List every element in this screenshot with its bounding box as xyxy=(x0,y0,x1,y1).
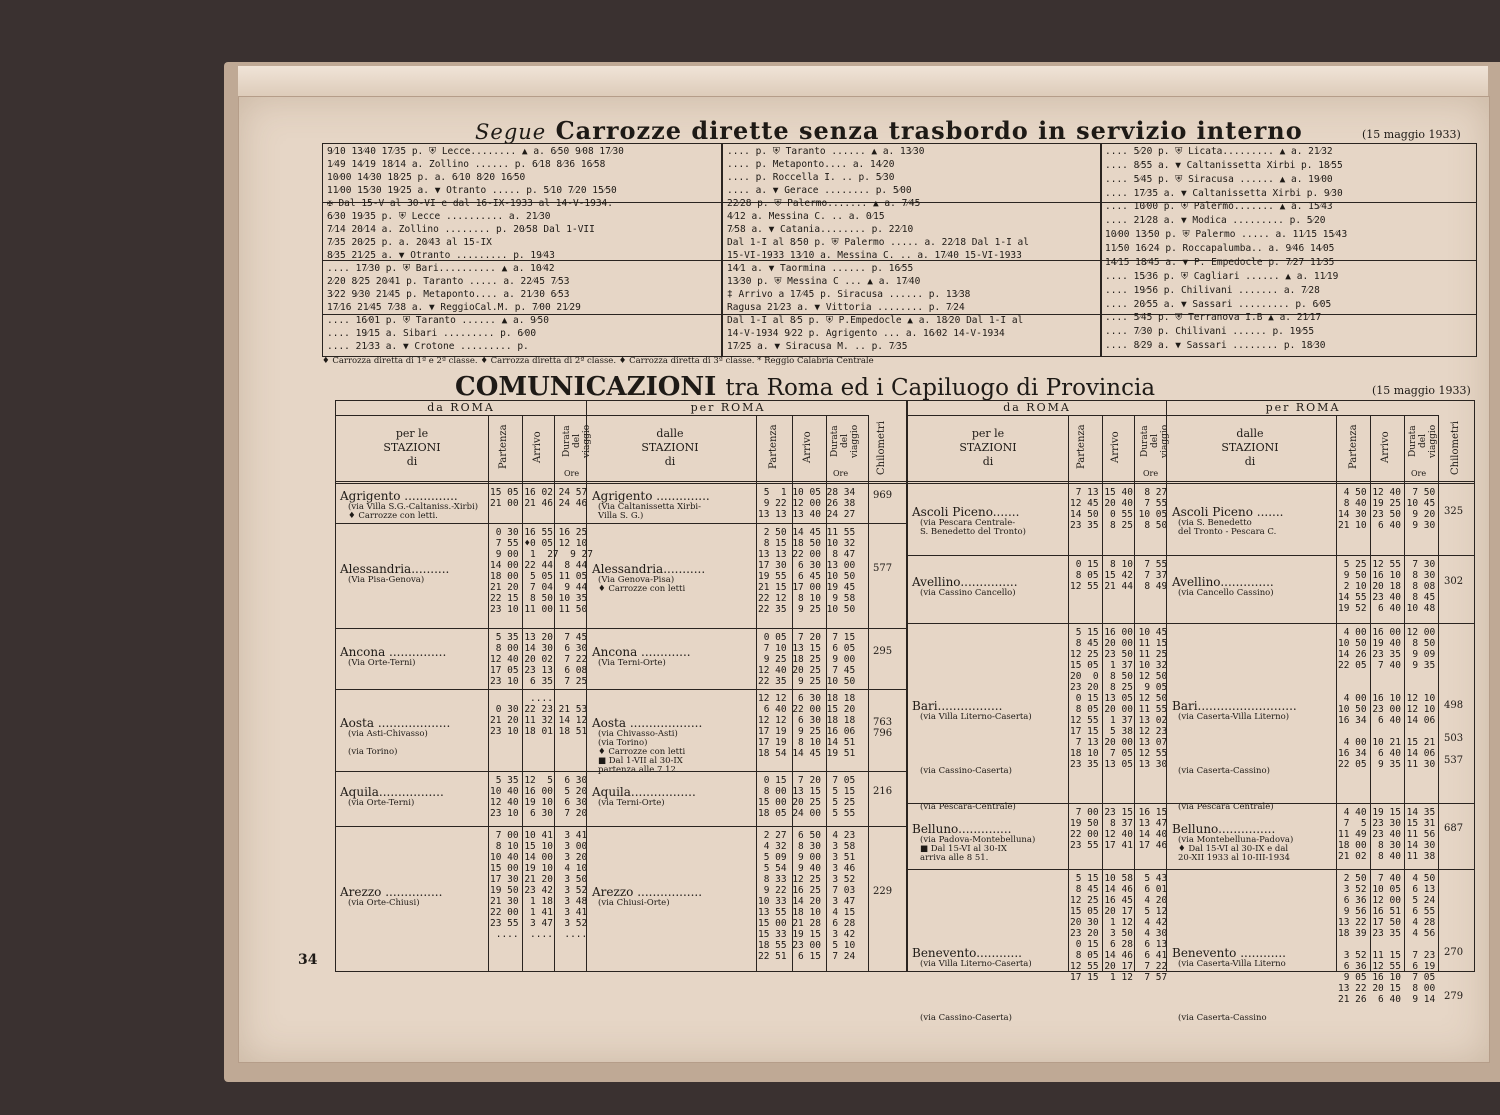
station-row xyxy=(336,483,906,524)
station-name: Bari................. xyxy=(912,699,1003,713)
station-name: Aquila................. xyxy=(340,784,444,799)
return-station-name: Alessandria........... xyxy=(592,561,706,576)
timetable-line: .... 17⁄30 p. ⛨ Bari.......... ▲ a. 10⁄42 xyxy=(327,263,555,274)
timetable-line: .... p. Roccella I. .. p. 5⁄30 xyxy=(727,172,895,183)
return-station-name: Aosta ................... xyxy=(592,716,703,730)
timetable-line: .... 10⁄00 p. ⛨ Palermo....... ▲ a. 15⁄43 xyxy=(1105,201,1333,213)
ore-label: Ore xyxy=(564,469,580,478)
departure-times: 5 35 12 5 6 30 10 40 16 00 5 20 12 40 19 10 6 30 23 10 6 30 7 20 xyxy=(490,775,588,819)
ore-label-4: Ore xyxy=(1411,469,1427,478)
departure-times: 5 15 10 58 5 43 8 45 14 46 6 01 12 25 16 45 4 20 15 05 20 17 5 12 20 30 1 12 4 42 23 20 3 50 4 30 0 15 6 28 6 13 8 05 14 46 6 41 12 55 20 17 7 22 17 15 1 12 7 57 xyxy=(1070,873,1168,983)
timetable-line: .... 5⁄45 p. ⛨ Siracusa ...... ▲ a. 19⁄00 xyxy=(1105,173,1333,185)
station-row xyxy=(908,555,1474,624)
durata-label-3: Durata del viaggio xyxy=(1140,424,1170,458)
page-edge-strip xyxy=(238,66,1488,99)
timetable-line: 17⁄25 a. ▼ Siracusa M. .. p. 7⁄35 xyxy=(727,341,908,352)
return-times: 4 40 19 15 14 35 7 5 23 30 15 31 11 49 23 40 11 56 18 00 8 30 14 30 21 02 8 40 11 38 xyxy=(1338,807,1436,862)
column-3-lines xyxy=(1105,146,1473,354)
page-title: Segue Carrozze dirette senza trasbordo in servizio interno xyxy=(475,116,1303,145)
station-name: Aosta ................... xyxy=(340,716,451,730)
partenza-label-3: Partenza xyxy=(1076,424,1087,470)
timetable-line: 17⁄16 21⁄45 7⁄38 a. ▼ ReggioCal.M. p. 7⁄00 21⁄29 xyxy=(327,302,581,313)
return-times: 0 15 7 20 7 05 8 00 13 15 5 15 15 00 20 25 5 25 18 05 24 00 5 55 xyxy=(758,775,856,819)
timetable-line: 8⁄35 21⁄25 a. ▼ Otranto ......... p. 19⁄43 xyxy=(327,250,555,261)
timetable-line: 11⁄00 15⁄30 19⁄25 a. ▼ Otranto ..... p. 5⁄10 7⁄20 15⁄50 xyxy=(327,185,617,196)
distance-km: 216 xyxy=(873,785,893,797)
return-times: 2 50 14 45 11 55 8 15 18 50 10 32 13 13 22 00 8 47 17 30 6 30 13 00 19 55 6 45 10 50 21 15 17 00 19 45 22 12 8 10 9 58 22 35 9 25 10 50 xyxy=(758,527,856,615)
partenza-label: Partenza xyxy=(498,424,509,470)
timetable-line: .... 16⁄01 p. ⛨ Taranto ...... ▲ a. 9⁄50 xyxy=(327,315,549,326)
return-route-note: (via Cancello Cassino) xyxy=(1178,588,1274,598)
distance-km: 229 xyxy=(873,885,893,897)
station-row xyxy=(336,689,906,775)
timetable-line: 7⁄35 20⁄25 p. a. 20⁄43 al 15-IX xyxy=(327,237,492,248)
timetable-line: .... 8⁄55 a. ▼ Caltanissetta Xirbi p. 18⁄55 xyxy=(1105,159,1343,171)
column-headers-right xyxy=(908,415,1474,482)
route-note: (Via Pisa-Genova) xyxy=(348,574,425,585)
timetable-line: 7⁄14 20⁄14 a. Zollino ........ p. 20⁄58 Dal 1-VII xyxy=(327,224,595,235)
timetable-line: .... 19⁄15 a. Sibari ......... p. 6⁄00 xyxy=(327,328,537,339)
per-roma-header: per ROMA xyxy=(586,401,869,416)
departure-times: 5 15 16 00 10 45 8 45 20 00 11 15 12 25 23 50 11 25 15 05 1 37 10 32 20 0 8 50 12 50 23 20 8 25 9 05 0 15 13 05 12 50 8 05 20 00 11 55 12 55 1 37 13 02 17 15 5 38 12 23 7 13 20 00 13 07 18 10 7 05 12 55 23 35 13 05 13 30 xyxy=(1070,627,1168,770)
return-route-note: (Via Terni-Orte) xyxy=(598,657,666,668)
departure-times: 7 00 23 15 16 15 19 50 8 37 13 47 22 00 12 40 14 40 23 55 17 41 17 46 xyxy=(1070,807,1168,851)
timetable-line: .... 21⁄33 a. ▼ Crotone ......... p. xyxy=(327,341,529,352)
return-route-note: (Via Genova-Pisa) ♦ Carrozze con letti xyxy=(598,574,686,594)
timetable-line: .... 5⁄20 p. ⛨ Licata......... ▲ a. 21⁄32 xyxy=(1105,146,1333,157)
route-note: (via Pescara Centrale- S. Benedetto del Tronto) xyxy=(920,518,1026,537)
return-times: 0 05 7 20 7 15 7 10 13 15 6 05 9 25 18 25 9 00 12 40 20 25 7 45 22 35 9 25 10 50 xyxy=(758,632,856,687)
timetable-line: .... 5⁄45 p. ⛨ Terranova I.B ▲ a. 21⁄17 xyxy=(1105,312,1322,324)
timetable-line: 6⁄30 19⁄35 p. ⛨ Lecce .......... a. 21⁄30 xyxy=(327,211,551,222)
timetable-line: .... 20⁄55 a. ▼ Sassari ......... p. 6⁄05 xyxy=(1105,298,1332,310)
return-station-name: Aquila................. xyxy=(592,784,696,799)
return-times: 5 1 10 05 28 34 9 22 12 00 26 38 13 13 13 40 24 27 xyxy=(758,487,856,520)
stations-label: per le STAZIONI di xyxy=(383,427,441,468)
return-station-name: Ascoli Piceno ....... xyxy=(1172,505,1284,519)
departure-times: 0 30 16 55 16 25 7 55 ♦0 05 12 10 9 00 1 27 9 27 14 00 22 44 8 44 18 00 5 05 11 05 21 20 7 04 9 44 22 15 8 50 10 35 23 10 11 00 11 50 xyxy=(490,527,593,615)
return-times: 5 25 12 55 7 30 9 50 16 10 8 30 2 10 20 18 8 08 14 55 23 40 8 45 19 52 6 40 10 48 xyxy=(1338,559,1436,614)
departure-times: 15 05 16 02 24 57 21 00 21 46 24 46 xyxy=(490,487,588,509)
return-route-note: (via Chivasso-Asti) (via Torino) ♦ Carrozze con letti ■ Dal 1-VII al 30-IX partenza alle 7 12. xyxy=(598,729,686,775)
station-name: Alessandria.......... xyxy=(340,561,450,576)
durata-label: Durata del viaggio xyxy=(562,424,592,458)
departure-times: 7 13 15 40 8 27 12 45 20 40 7 55 14 50 0 55 10 05 23 35 8 25 8 50 xyxy=(1070,487,1168,531)
return-station-name: Benevento ............ xyxy=(1172,946,1286,960)
route-note: (via Villa Literno-Caserta) (via Cassino-Caserta) (via Pescara-Centrale) xyxy=(920,712,1032,812)
ore-label-2: Ore xyxy=(833,469,849,478)
station-name: Ascoli Piceno....... xyxy=(912,505,1020,519)
km-label: Chilometri xyxy=(876,421,887,475)
timetable-line: 10⁄00 13⁄50 p. ⛨ Palermo ..... a. 11⁄15 15⁄43 xyxy=(1105,229,1348,241)
route-note: (via Villa Literno-Caserta) (via Cassino-Caserta) xyxy=(920,959,1032,1023)
timetable-line: 7⁄58 a. ▼ Catania........ p. 22⁄10 xyxy=(727,224,914,235)
da-roma-header: da ROMA xyxy=(336,401,586,416)
distance-km: 498 503 537 xyxy=(1444,700,1464,766)
column-headers xyxy=(336,415,906,482)
route-note: (via Cassino Cancello) xyxy=(920,588,1016,598)
timetable-line: .... 7⁄30 p. Chilivani ...... p. 19⁄55 xyxy=(1105,326,1315,338)
right-half xyxy=(908,401,1474,1023)
timetable-line: Dal 1-I al 8⁄5 p. ⛨ P.Empedocle ▲ a. 18⁄20 Dal 1-I al xyxy=(727,315,1024,326)
timetable-line: 9⁄10 13⁄40 17⁄35 p. ⛨ Lecce........ ▲ a. 6⁄50 9⁄08 17⁄30 xyxy=(327,146,624,157)
da-roma-header-right: da ROMA xyxy=(908,401,1166,416)
return-route-note: (via Caserta-Villa Literno) (via Caserta-Cassino) (via Pescara Centrale) xyxy=(1178,712,1290,812)
station-name: Ancona ............... xyxy=(340,644,447,659)
route-note: (via Orte-Terni) xyxy=(348,797,415,808)
partenza-label-4: Partenza xyxy=(1348,424,1359,470)
column-1-lines xyxy=(327,146,719,354)
return-times: 12 12 6 30 18 18 6 40 22 00 15 20 12 12 6 30 18 18 17 19 9 25 16 06 17 19 8 10 14 51 18 54 14 45 19 51 xyxy=(758,693,856,759)
distance-km: 270 279 xyxy=(1444,947,1464,1002)
departure-times: 7 00 10 41 3 41 8 10 15 10 3 00 10 40 14 00 3 20 15 00 19 10 4 10 17 30 21 20 3 50 19 50 23 42 3 52 21 30 1 18 3 48 22 00 1 41 3 41 23 55 3 47 3 52 .... .... .... xyxy=(490,830,588,940)
distance-km: 763 796 xyxy=(873,717,893,739)
distance-km: 295 xyxy=(873,645,893,657)
station-name: Benevento............ xyxy=(912,946,1022,960)
timetable-line: 13⁄30 p. ⛨ Messina C ... ▲ a. 17⁄40 xyxy=(727,276,921,287)
departure-times: 0 15 8 10 7 55 8 05 15 42 7 37 12 55 21 44 8 49 xyxy=(1070,559,1168,592)
distance-km: 577 xyxy=(873,562,893,574)
station-row xyxy=(336,826,906,972)
stations-label-2: dalle STAZIONI di xyxy=(641,427,699,468)
timetable-line: .... p. Metaponto.... a. 14⁄20 xyxy=(727,159,895,170)
timetable-line: .... a. ▼ Gerace ........ p. 5⁄00 xyxy=(727,185,912,196)
timetable-line: 3⁄22 9⁄30 21⁄45 p. Metaponto.... a. 21⁄30 6⁄53 xyxy=(327,289,570,300)
distance-km: 687 xyxy=(1444,823,1464,834)
station-name: Arezzo ............... xyxy=(340,884,443,899)
ore-label-3: Ore xyxy=(1143,469,1159,478)
return-station-name: Belluno............... xyxy=(1172,822,1276,836)
timetable-line: .... 21⁄28 a. ▼ Modica ......... p. 5⁄20 xyxy=(1105,215,1326,227)
timetable-line: 14-V-1934 9⁄22 p. Agrigento ... a. 16⁄02 14-V-1934 xyxy=(727,328,1005,339)
km-label-2: Chilometri xyxy=(1450,421,1461,475)
timetable-line: 1⁄49 14⁄19 18⁄14 a. Zollino ...... p. 6⁄18 8⁄36 16⁄58 xyxy=(327,159,606,170)
departure-times: .... 0 30 22 23 21 53 21 20 11 32 14 12 23 10 18 01 18 51 xyxy=(490,693,588,737)
route-note: (via Padova-Montebelluna) ■ Dal 15-VI al 30-IX arriva alle 8 51. xyxy=(920,835,1036,863)
station-row xyxy=(336,771,906,827)
timetable-line: ✠ Dal 15-V al 30-VI e dal 16-IX-1933 al 14-V-1934. xyxy=(327,198,613,209)
timetable-line: 14⁄15 18⁄45 a. ▼ P. Empedocle p. 7⁄27 11⁄35 xyxy=(1105,256,1335,268)
return-station-name: Agrigento .............. xyxy=(592,489,710,503)
station-name: Avellino............... xyxy=(912,575,1018,589)
arrivo-label-4: Arrivo xyxy=(1380,431,1391,463)
return-times: 4 00 16 00 12 00 10 50 19 40 8 50 14 26 23 35 9 09 22 05 7 40 9 35 4 00 16 10 12 10 10 50 23 00 12 10 16 34 6 40 14 06 4 00 10 21 15 21 16 34 6 40 14 06 22 05 9 35 11 30 xyxy=(1338,627,1436,770)
return-station-name: Avellino.............. xyxy=(1172,575,1274,589)
station-row xyxy=(908,623,1474,812)
station-name: Agrigento .............. xyxy=(340,489,458,503)
timetable-line: 2⁄20 8⁄25 20⁄41 p. Taranto ..... a. 22⁄45 7⁄53 xyxy=(327,276,570,287)
return-times: 2 27 6 50 4 23 4 32 8 30 3 58 5 09 9 00 3 51 5 54 9 40 3 46 8 33 12 25 3 52 9 22 16 25 7 03 10 33 14 20 3 47 13 55 18 10 4 15 15 00 21 28 6 28 15 33 19 15 3 42 18 55 23 00 5 10 22 51 6 15 7 24 xyxy=(758,830,856,962)
station-row xyxy=(336,628,906,690)
timetable-line: .... 8⁄29 a. ▼ Sassari ........ p. 18⁄30 xyxy=(1105,340,1326,352)
timetable-line: .... 19⁄56 p. Chilivani ....... a. 7⁄28 xyxy=(1105,284,1320,296)
section-date: (15 maggio 1933) xyxy=(1372,384,1471,397)
timetable-line: 11⁄50 16⁄24 p. Roccapalumba.. a. 9⁄46 14⁄05 xyxy=(1105,243,1335,255)
distance-km: 302 xyxy=(1444,576,1464,587)
return-route-note: (via Terni-Orte) xyxy=(598,797,665,808)
route-note: (via Villa S.G.-Caltaniss.-Xirbi) ♦ Carrozze con letti. xyxy=(348,502,479,521)
stations-label-3: per le STAZIONI di xyxy=(959,427,1017,468)
column-2-lines xyxy=(727,146,1099,354)
timetable-line: 10⁄00 14⁄30 18⁄25 p. a. 6⁄10 8⁄20 16⁄50 xyxy=(327,172,526,183)
route-note: (Via Orte-Terni) xyxy=(348,657,416,668)
through-carriages-table xyxy=(322,143,1477,357)
return-times: 2 50 7 40 4 50 3 52 10 05 6 13 6 36 12 00 5 24 9 56 16 51 6 55 13 22 17 50 4 28 18 39 23 35 4 56 3 52 11 15 7 23 6 36 12 55 6 19 9 05 16 10 7 05 13 22 20 15 8 00 21 26 6 40 9 14 xyxy=(1338,873,1436,1005)
station-row xyxy=(336,523,906,629)
left-half xyxy=(336,401,908,971)
distance-km: 969 xyxy=(873,490,893,501)
durata-label-2: Durata del viaggio xyxy=(830,424,860,458)
station-row xyxy=(908,803,1474,870)
return-route-note: (via S. Benedetto del Tronto - Pescara C. xyxy=(1178,518,1277,537)
station-name: Belluno.............. xyxy=(912,822,1012,836)
distance-km: 325 xyxy=(1444,506,1464,517)
timetable-line: Ragusa 21⁄23 a. ▼ Vittoria ........ p. 7⁄24 xyxy=(727,302,965,313)
arrivo-label: Arrivo xyxy=(532,431,543,463)
communications-table xyxy=(335,400,1475,1023)
route-note: (via Asti-Chivasso) (via Torino) xyxy=(348,729,428,757)
timetable-line: 4⁄12 a. Messina C. .. a. 0⁄15 xyxy=(727,211,885,222)
return-station-name: Ancona ............. xyxy=(592,644,691,659)
route-note: (via Orte-Chiusi) xyxy=(348,897,420,908)
page-number: 34 xyxy=(298,952,318,968)
return-times: 4 50 12 40 7 50 8 40 19 25 10 45 14 30 23 50 9 20 21 10 6 40 9 30 xyxy=(1338,487,1436,531)
timetable-line: ‡ Arrivo a 17⁄45 p. Siracusa ...... p. 13⁄38 xyxy=(727,289,971,300)
arrivo-label-3: Arrivo xyxy=(1110,431,1121,463)
departure-times: 5 35 13 20 7 45 8 00 14 30 6 30 12 40 20 02 7 22 17 05 23 13 6 08 23 10 6 35 7 25 xyxy=(490,632,588,687)
timetable-line: 14⁄1 a. ▼ Taormina ...... p. 16⁄55 xyxy=(727,263,914,274)
return-route-note: (via Chiusi-Orte) xyxy=(598,897,670,908)
station-row xyxy=(908,869,1474,1052)
partenza-label-2: Partenza xyxy=(768,424,779,470)
per-roma-header-right: per ROMA xyxy=(1166,401,1439,416)
durata-label-4: Durata del viaggio xyxy=(1408,424,1438,458)
return-station-name: Bari.......................... xyxy=(1172,699,1297,713)
return-route-note: (via Caserta-Villa Literno (via Caserta-Cassino xyxy=(1178,959,1286,1023)
timetable-line: 22⁄28 p. ⛨ Palermo....... ▲ a. 7⁄45 xyxy=(727,198,921,209)
return-station-name: Arezzo ................. xyxy=(592,884,703,899)
station-row xyxy=(908,483,1474,556)
title-date: (15 maggio 1933) xyxy=(1362,128,1461,141)
return-route-note: (Via Caltanissetta Xirbi- Villa S. G.) xyxy=(598,502,701,521)
timetable-line: 15-VI-1933 13⁄10 a. Messina C. .. a. 17⁄40 15-VI-1933 xyxy=(727,250,1022,261)
arrivo-label-2: Arrivo xyxy=(802,431,813,463)
timetable-line: .... 17⁄35 a. ▼ Caltanissetta Xirbi p. 9⁄30 xyxy=(1105,187,1343,199)
timetable-line: .... p. ⛨ Tarantо ...... ▲ a. 13⁄30 xyxy=(727,146,925,157)
timetable-line: .... 15⁄36 p. ⛨ Cagliari ...... ▲ a. 11⁄19 xyxy=(1105,270,1339,282)
section-title: COMUNICAZIONI tra Roma ed i Capiluogo di Provincia xyxy=(455,372,1156,402)
timetable-line: Dal 1-I al 8⁄50 p. ⛨ Palermo ..... a. 22⁄18 Dal 1-I al xyxy=(727,237,1029,248)
return-route-note: (via Montebelluna-Padova) ♦ Dal 15-VI al 30-IX e dal 20-XII 1933 al 10-III-1934 xyxy=(1178,835,1294,863)
carriage-footnote: ♦ Carrozza diretta di 1ª e 2ª classe. ♦ Carrozza diretta di 2ª classe. ♦ Carrozza diretta di 3ª classe. * Reggio Calabria Centrale xyxy=(322,356,874,366)
stations-label-4: dalle STAZIONI di xyxy=(1221,427,1279,468)
